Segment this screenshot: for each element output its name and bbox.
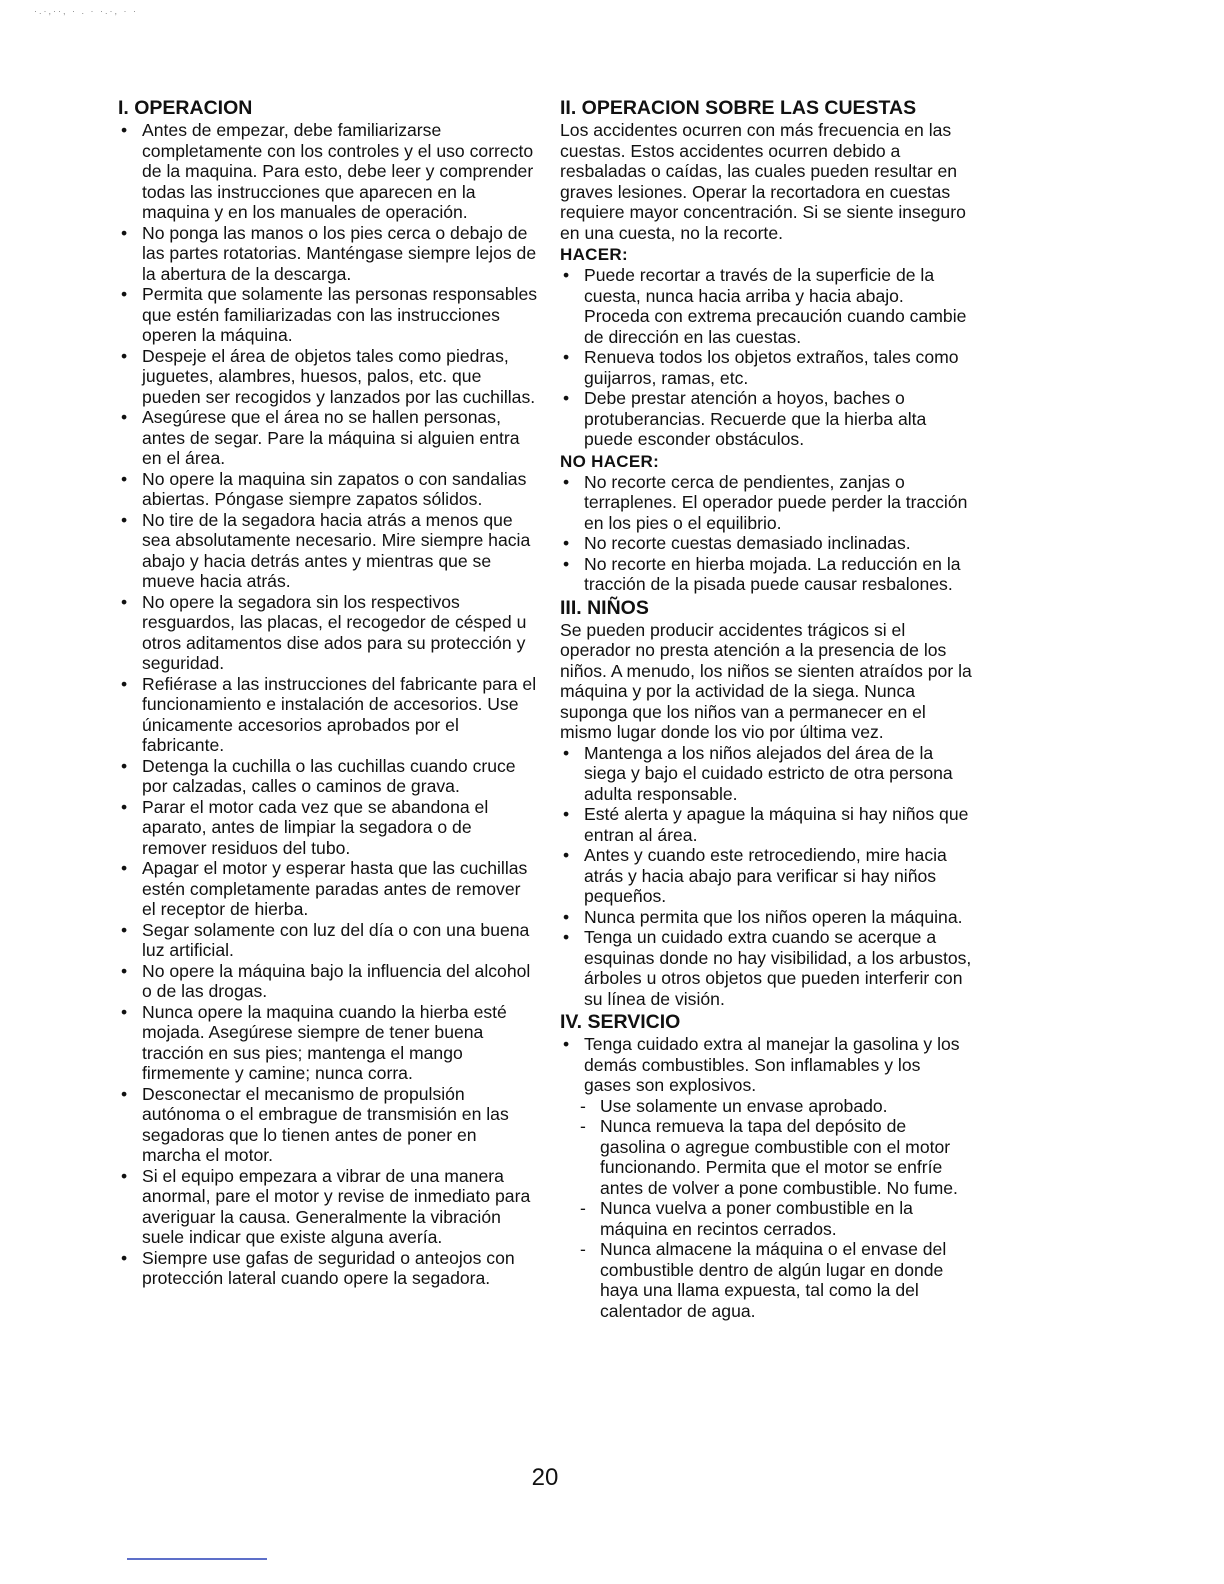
list-item: • No ponga las manos o los pies cerca o debajo de las partes rotatorias. Manténgase siempre lejos de la abertura de la descarga. [118, 223, 538, 285]
subheading-no-hacer: NO HACER: [560, 451, 660, 471]
left-column [118, 97, 538, 1289]
operacion-list [118, 120, 538, 1289]
ninos-intro: Se pueden producir accidentes trágicos si el operador no presta atención a la presencia de los niños. A menudo, los niños se sienten atraídos por la máquina y por la actividad de la siega. Nunca suponga que los niños van a permanecer en el mismo lugar donde los vio por última vez. [560, 619, 972, 742]
cuestas-intro: Los accidentes ocurren con más frecuencia en las cuestas. Estos accidentes ocurren debido a resbaladas o caídas, las cuales pueden resultar en graves lesiones. Operar la recortadora en cuestas requiere mayor concentración. Si se siente inseguro en una cuesta, no la recorte. [560, 120, 966, 243]
list-item: • Nunca opere la maquina cuando la hierba esté mojada. Asegúrese siempre de tener buena tracción en sus pies; mantenga el mango firmemente y camine; nunca corra. [118, 1002, 538, 1084]
no-hacer-list [560, 472, 972, 595]
list-item: • Asegúrese que el área no se hallen personas, antes de segar. Pare la máquina si alguien entra en el área. [118, 407, 538, 469]
list-item: • Antes y cuando este retrocediendo, mire hacia atrás y hacia abajo para verificar si hay niños pequeños. [560, 845, 972, 907]
servicio-sublist [578, 1096, 972, 1322]
hacer-list [560, 265, 972, 450]
list-item: • Despeje el área de objetos tales como piedras, juguetes, alambres, huesos, palos, etc. que pueden ser recogidos y lanzados por las cuchillas. [118, 346, 538, 408]
page-number: 20 [531, 1464, 559, 1491]
list-item: • Refiérase a las instrucciones del fabricante para el funcionamiento e instalación de accesorios. Use únicamente accesorios aprobados por el fabricante. [118, 674, 538, 756]
list-item: • Parar el motor cada vez que se abandona el aparato, antes de limpiar la segadora o de remover residuos del tubo. [118, 797, 538, 859]
list-item: • No tire de la segadora hacia atrás a menos que sea absolutamente necesario. Mire siempre hacia abajo y hacia detrás antes y mientras que se mueve hacia atrás. [118, 510, 538, 592]
list-item: • Permita que solamente las personas responsables que estén familiarizadas con las instrucciones operen la máquina. [118, 284, 538, 346]
list-item: • Si el equipo empezara a vibrar de una manera anormal, pare el motor y revise de inmediato para averiguar la causa. Generalmente la vibración suele indicar que existe alguna avería. [118, 1166, 538, 1248]
list-item: • Puede recortar a través de la superficie de la cuesta, nunca hacia arriba y hacia abajo. Proceda con extrema precaución cuando cambie de dirección en las cuestas. [560, 265, 972, 347]
section-title-ninos: III. NIÑOS [560, 596, 649, 619]
list-item: • Renueva todos los objetos extraños, tales como guijarros, ramas, etc. [560, 347, 972, 388]
list-item: • Siempre use gafas de seguridad o anteojos con protección lateral cuando opere la segadora. [118, 1248, 538, 1289]
list-item: • Nunca permita que los niños operen la máquina. [560, 907, 972, 928]
list-item: • No opere la maquina sin zapatos o con sandalias abiertas. Póngase siempre zapatos sólidos. [118, 469, 538, 510]
servicio-list [560, 1034, 972, 1096]
section-title-servicio: IV. SERVICIO [560, 1011, 681, 1033]
list-item: • Segar solamente con luz del día o con una buena luz artificial. [118, 920, 538, 961]
footer-divider [127, 1558, 267, 1560]
list-item: • Apagar el motor y esperar hasta que las cuchillas estén completamente paradas antes de remover el receptor de hierba. [118, 858, 538, 920]
list-item: • Mantenga a los niños alejados del área de la siega y bajo el cuidado estricto de otra persona adulta responsable. [560, 743, 972, 805]
list-item: - Nunca remueva la tapa del depósito de gasolina o agregue combustible con el motor funcionando. Permita que el motor se enfríe antes de volver a pone combustible. No fume. [578, 1116, 972, 1198]
list-item: • No opere la máquina bajo la influencia del alcohol o de las drogas. [118, 961, 538, 1002]
list-item: • Tenga un cuidado extra cuando se acerque a esquinas donde no hay visibilidad, a los arbustos, árboles u otros objetos que pueden interferir con su línea de visión. [560, 927, 972, 1009]
list-item: • Antes de empezar, debe familiarizarse completamente con los controles y el uso correcto de la maquina. Para esto, debe leer y comprender todas las instrucciones que aparecen en la maquina y en los manuales de operación. [118, 120, 538, 223]
list-item: • No recorte cerca de pendientes, zanjas o terraplenes. El operador puede perder la tracción en los pies o el equilibrio. [560, 472, 972, 534]
section-title-operacion: I. OPERACION [118, 97, 253, 119]
list-item: • No recorte en hierba mojada. La reducción en la tracción de la pisada puede causar resbalones. [560, 554, 972, 595]
section-title-cuestas: II. OPERACION SOBRE LAS CUESTAS [560, 97, 917, 119]
list-item: • Tenga cuidado extra al manejar la gasolina y los demás combustibles. Son inflamables y los gases son explosivos. [560, 1034, 972, 1096]
right-column [560, 97, 972, 1321]
list-item: • Detenga la cuchilla o las cuchillas cuando cruce por calzadas, calles o caminos de grava. [118, 756, 538, 797]
list-item: • Desconectar el mecanismo de propulsión autónoma o el embrague de transmisión en las segadoras que lo tienen antes de poner en marcha el motor. [118, 1084, 538, 1166]
list-item: - Nunca almacene la máquina o el envase del combustible dentro de algún lugar en donde haya una llama expuesta, tal como la del calentador de agua. [578, 1239, 972, 1321]
list-item: • Debe prestar atención a hoyos, baches o protuberancias. Recuerde que la hierba alta puede esconder obstáculos. [560, 388, 972, 450]
list-item: - Nunca vuelva a poner combustible en la máquina en recintos cerrados. [578, 1198, 972, 1239]
list-item: • Esté alerta y apague la máquina si hay niños que entran al área. [560, 804, 972, 845]
ninos-list [560, 743, 972, 1010]
list-item: • No recorte cuestas demasiado inclinadas. [560, 533, 972, 554]
subheading-hacer: HACER: [560, 245, 628, 264]
list-item: - Use solamente un envase aprobado. [578, 1096, 972, 1117]
scan-artifact-marks: ·.·,··, · . · ·.·, · · [34, 6, 138, 16]
list-item: • No opere la segadora sin los respectivos resguardos, las placas, el recogedor de césped u otros aditamentos dise ados para su protección y seguridad. [118, 592, 538, 674]
